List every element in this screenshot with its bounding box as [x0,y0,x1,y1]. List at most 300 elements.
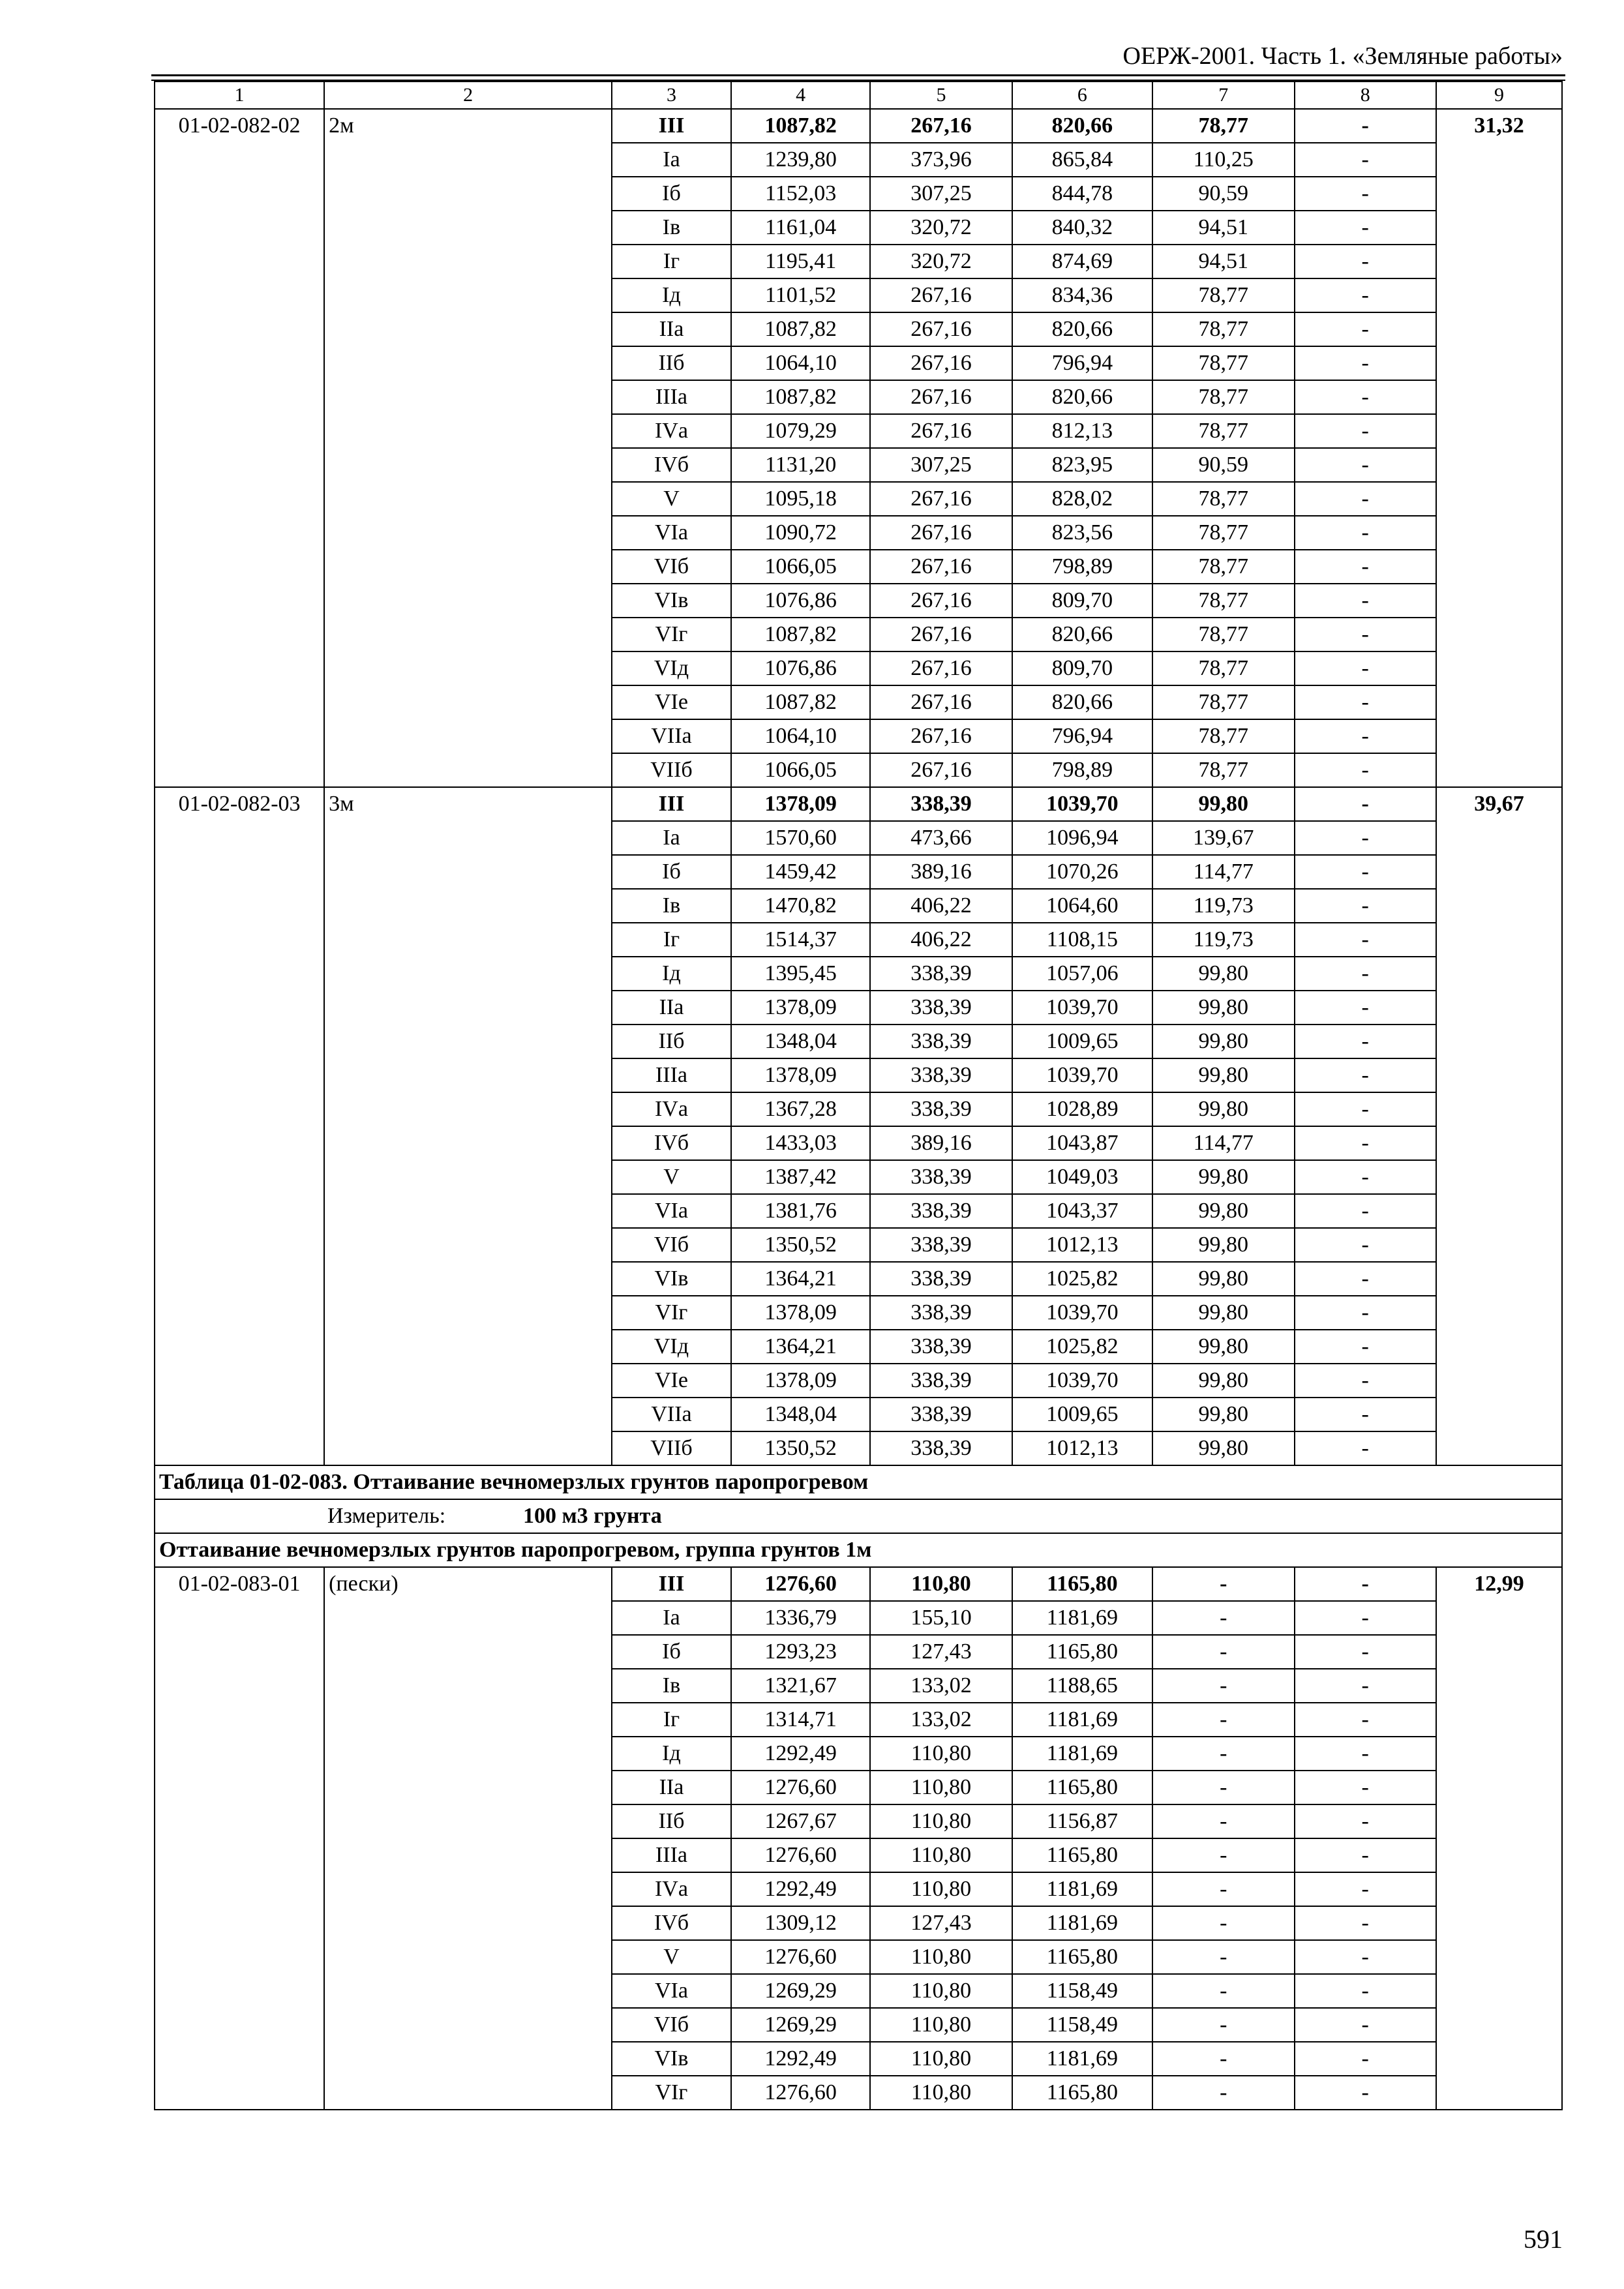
labor-wages: 110,80 [870,1771,1012,1804]
direct-costs: 1079,29 [731,414,870,448]
soil-zone: IVб [612,448,731,482]
labor-wages: 110,80 [870,1737,1012,1771]
labor-wages: 267,16 [870,685,1012,719]
machine-costs: 1165,80 [1012,1771,1152,1804]
labor-wages: 338,39 [870,1398,1012,1431]
labor-wages: 267,16 [870,380,1012,414]
materials-costs: - [1295,1838,1436,1872]
machine-costs: 820,66 [1012,109,1152,143]
machinist-wages: 99,80 [1152,1364,1294,1398]
rates-table-body [155,82,1562,2110]
direct-costs: 1395,45 [731,957,870,991]
direct-costs: 1095,18 [731,482,870,516]
labor-wages: 307,25 [870,448,1012,482]
machine-costs: 844,78 [1012,177,1152,211]
machine-costs: 809,70 [1012,651,1152,685]
materials-costs: - [1295,1431,1436,1465]
materials-costs: - [1295,719,1436,753]
soil-zone: IIIа [612,1058,731,1092]
direct-costs: 1064,10 [731,346,870,380]
labor-wages: 267,16 [870,550,1012,584]
materials-costs: - [1295,1160,1436,1194]
direct-costs: 1276,60 [731,1771,870,1804]
labor-wages: 338,39 [870,1194,1012,1228]
soil-zone: VIб [612,2008,731,2042]
labor-wages: 267,16 [870,584,1012,618]
machine-costs: 1158,49 [1012,2008,1152,2042]
soil-zone: IVб [612,1126,731,1160]
rate-code: 01-02-082-03 [155,787,324,1465]
machine-costs: 865,84 [1012,143,1152,177]
materials-costs: - [1295,923,1436,957]
soil-zone: Iб [612,855,731,889]
soil-zone: IVа [612,1872,731,1906]
subtitle-row [155,1533,1562,1567]
labor-wages: 406,22 [870,889,1012,923]
labor-wages: 133,02 [870,1703,1012,1737]
labor-wages: 155,10 [870,1601,1012,1635]
labor-wages: 267,16 [870,109,1012,143]
soil-zone: Iб [612,177,731,211]
labor-wages: 110,80 [870,1838,1012,1872]
machine-costs: 1181,69 [1012,1601,1152,1635]
labor-wages: 338,39 [870,1092,1012,1126]
machinist-wages: 90,59 [1152,448,1294,482]
materials-costs: - [1295,1906,1436,1940]
page-header: ОЕРЖ-2001. Часть 1. «Земляные работы» [1122,42,1563,70]
machine-costs: 1025,82 [1012,1330,1152,1364]
machine-costs: 1165,80 [1012,1567,1152,1601]
machine-costs: 1096,94 [1012,821,1152,855]
labor-wages: 473,66 [870,821,1012,855]
direct-costs: 1367,28 [731,1092,870,1126]
direct-costs: 1336,79 [731,1601,870,1635]
labor-wages: 110,80 [870,2076,1012,2110]
labor-wages: 110,80 [870,1940,1012,1974]
meter-value: 100 м3 грунта [523,1504,662,1528]
rates-table [154,81,1563,2110]
materials-costs: - [1295,1974,1436,2008]
direct-costs: 1348,04 [731,1398,870,1431]
materials-costs: - [1295,584,1436,618]
soil-zone: VIд [612,651,731,685]
materials-costs: - [1295,211,1436,245]
labor-wages: 389,16 [870,1126,1012,1160]
soil-zone: Iб [612,1635,731,1669]
soil-zone: VIIа [612,1398,731,1431]
machine-costs: 1028,89 [1012,1092,1152,1126]
materials-costs: - [1295,855,1436,889]
labor-wages: 110,80 [870,2042,1012,2076]
labor-wages: 127,43 [870,1906,1012,1940]
labor-wages: 110,80 [870,1974,1012,2008]
machinist-wages: 99,80 [1152,787,1294,821]
materials-costs: - [1295,1025,1436,1058]
machine-costs: 1012,13 [1012,1431,1152,1465]
soil-zone: Iд [612,957,731,991]
soil-zone: VIг [612,618,731,651]
column-number: 6 [1012,82,1152,109]
column-number: 5 [870,82,1012,109]
materials-costs: - [1295,448,1436,482]
machinist-wages: 119,73 [1152,889,1294,923]
direct-costs: 1433,03 [731,1126,870,1160]
direct-costs: 1195,41 [731,245,870,278]
labor-wages: 127,43 [870,1635,1012,1669]
machinist-wages: 99,80 [1152,1296,1294,1330]
labor-wages: 267,16 [870,753,1012,787]
machinist-wages: - [1152,1804,1294,1838]
labor-hours: 31,32 [1436,109,1562,787]
machine-costs: 1181,69 [1012,1906,1152,1940]
soil-zone: VIб [612,1228,731,1262]
labor-wages: 406,22 [870,923,1012,957]
machinist-wages: 99,80 [1152,1330,1294,1364]
machinist-wages: 114,77 [1152,1126,1294,1160]
machinist-wages: 99,80 [1152,1092,1294,1126]
labor-wages: 267,16 [870,346,1012,380]
table-row [155,1567,1562,1601]
direct-costs: 1378,09 [731,1296,870,1330]
materials-costs: - [1295,1703,1436,1737]
machinist-wages: 90,59 [1152,177,1294,211]
soil-zone: IIа [612,1771,731,1804]
materials-costs: - [1295,889,1436,923]
direct-costs: 1470,82 [731,889,870,923]
labor-wages: 267,16 [870,618,1012,651]
machine-costs: 1009,65 [1012,1025,1152,1058]
machine-costs: 1181,69 [1012,1737,1152,1771]
machine-costs: 820,66 [1012,685,1152,719]
machine-costs: 1057,06 [1012,957,1152,991]
materials-costs: - [1295,1635,1436,1669]
machine-costs: 1165,80 [1012,1940,1152,1974]
soil-zone: Iд [612,1737,731,1771]
meter-label: Измеритель: [327,1504,446,1528]
direct-costs: 1292,49 [731,1737,870,1771]
soil-zone: IVб [612,1906,731,1940]
labor-wages: 320,72 [870,211,1012,245]
direct-costs: 1381,76 [731,1194,870,1228]
direct-costs: 1276,60 [731,1838,870,1872]
soil-zone: III [612,1567,731,1601]
machinist-wages: 119,73 [1152,923,1294,957]
machinist-wages: 99,80 [1152,1228,1294,1262]
labor-wages: 338,39 [870,1262,1012,1296]
machine-costs: 1108,15 [1012,923,1152,957]
machinist-wages: - [1152,1940,1294,1974]
machinist-wages: - [1152,1601,1294,1635]
direct-costs: 1378,09 [731,991,870,1025]
labor-wages: 267,16 [870,414,1012,448]
labor-wages: 338,39 [870,1330,1012,1364]
machine-costs: 840,32 [1012,211,1152,245]
table-title-row [155,1465,1562,1499]
direct-costs: 1131,20 [731,448,870,482]
column-number: 4 [731,82,870,109]
direct-costs: 1064,10 [731,719,870,753]
materials-costs: - [1295,957,1436,991]
direct-costs: 1364,21 [731,1330,870,1364]
direct-costs: 1378,09 [731,1058,870,1092]
labor-wages: 307,25 [870,177,1012,211]
machinist-wages: 99,80 [1152,1025,1294,1058]
column-number: 8 [1295,82,1436,109]
machine-costs: 1049,03 [1012,1160,1152,1194]
soil-zone: VIв [612,584,731,618]
direct-costs: 1087,82 [731,685,870,719]
machinist-wages: 78,77 [1152,618,1294,651]
direct-costs: 1364,21 [731,1262,870,1296]
direct-costs: 1087,82 [731,380,870,414]
machinist-wages: - [1152,1635,1294,1669]
labor-wages: 338,39 [870,787,1012,821]
machine-costs: 1156,87 [1012,1804,1152,1838]
machine-costs: 1025,82 [1012,1262,1152,1296]
machine-costs: 1064,60 [1012,889,1152,923]
direct-costs: 1350,52 [731,1228,870,1262]
machine-costs: 834,36 [1012,278,1152,312]
soil-zone: V [612,1160,731,1194]
machinist-wages: 114,77 [1152,855,1294,889]
materials-costs: - [1295,1771,1436,1804]
materials-costs: - [1295,1872,1436,1906]
machinist-wages: 99,80 [1152,1262,1294,1296]
work-name: (пески) [324,1567,612,2110]
machinist-wages: - [1152,1567,1294,1601]
table-row [155,109,1562,143]
machine-costs: 1009,65 [1012,1398,1152,1431]
materials-costs: - [1295,1126,1436,1160]
soil-zone: Iв [612,1669,731,1703]
machine-costs: 820,66 [1012,618,1152,651]
labor-wages: 267,16 [870,516,1012,550]
labor-wages: 338,39 [870,1228,1012,1262]
soil-zone: Iа [612,143,731,177]
soil-zone: VIа [612,1974,731,2008]
column-number: 9 [1436,82,1562,109]
materials-costs: - [1295,821,1436,855]
machinist-wages: 99,80 [1152,991,1294,1025]
labor-wages: 110,80 [870,1804,1012,1838]
direct-costs: 1276,60 [731,1940,870,1974]
machinist-wages: 94,51 [1152,245,1294,278]
materials-costs: - [1295,177,1436,211]
materials-costs: - [1295,2008,1436,2042]
labor-wages: 133,02 [870,1669,1012,1703]
direct-costs: 1350,52 [731,1431,870,1465]
machine-costs: 1165,80 [1012,1635,1152,1669]
materials-costs: - [1295,2076,1436,2110]
machine-costs: 874,69 [1012,245,1152,278]
direct-costs: 1309,12 [731,1906,870,1940]
soil-zone: IVа [612,414,731,448]
machine-costs: 823,95 [1012,448,1152,482]
machinist-wages: - [1152,1669,1294,1703]
machinist-wages: 78,77 [1152,346,1294,380]
machine-costs: 812,13 [1012,414,1152,448]
direct-costs: 1276,60 [731,1567,870,1601]
materials-costs: - [1295,109,1436,143]
machinist-wages: 78,77 [1152,719,1294,753]
soil-zone: Iа [612,1601,731,1635]
machinist-wages: 99,80 [1152,1058,1294,1092]
soil-zone: IIа [612,312,731,346]
materials-costs: - [1295,312,1436,346]
machinist-wages: - [1152,1906,1294,1940]
direct-costs: 1269,29 [731,2008,870,2042]
materials-costs: - [1295,550,1436,584]
machine-costs: 828,02 [1012,482,1152,516]
materials-costs: - [1295,1804,1436,1838]
direct-costs: 1292,49 [731,2042,870,2076]
machinist-wages: 78,77 [1152,516,1294,550]
soil-zone: Iг [612,245,731,278]
direct-costs: 1314,71 [731,1703,870,1737]
machine-costs: 1039,70 [1012,1058,1152,1092]
machine-costs: 820,66 [1012,380,1152,414]
labor-wages: 338,39 [870,1160,1012,1194]
soil-zone: VIв [612,1262,731,1296]
soil-zone: Iв [612,211,731,245]
soil-zone: VIIб [612,1431,731,1465]
machine-costs: 1158,49 [1012,1974,1152,2008]
machine-costs: 798,89 [1012,753,1152,787]
machinist-wages: 78,77 [1152,685,1294,719]
materials-costs: - [1295,1669,1436,1703]
direct-costs: 1267,67 [731,1804,870,1838]
machinist-wages: - [1152,2042,1294,2076]
materials-costs: - [1295,482,1436,516]
materials-costs: - [1295,1940,1436,1974]
machine-costs: 1039,70 [1012,1296,1152,1330]
soil-zone: VIв [612,2042,731,2076]
labor-wages: 373,96 [870,143,1012,177]
machinist-wages: 78,77 [1152,550,1294,584]
direct-costs: 1321,67 [731,1669,870,1703]
machinist-wages: 99,80 [1152,1431,1294,1465]
materials-costs: - [1295,1364,1436,1398]
direct-costs: 1087,82 [731,109,870,143]
materials-costs: - [1295,1601,1436,1635]
soil-zone: VIб [612,550,731,584]
machinist-wages: 78,77 [1152,380,1294,414]
direct-costs: 1378,09 [731,1364,870,1398]
materials-costs: - [1295,278,1436,312]
materials-costs: - [1295,414,1436,448]
machine-costs: 1165,80 [1012,2076,1152,2110]
machinist-wages: 99,80 [1152,1194,1294,1228]
materials-costs: - [1295,1567,1436,1601]
soil-zone: V [612,482,731,516]
machine-costs: 809,70 [1012,584,1152,618]
materials-costs: - [1295,245,1436,278]
labor-wages: 338,39 [870,1431,1012,1465]
header-rule [151,74,1565,76]
direct-costs: 1570,60 [731,821,870,855]
materials-costs: - [1295,380,1436,414]
column-number: 3 [612,82,731,109]
materials-costs: - [1295,1737,1436,1771]
soil-zone: III [612,787,731,821]
work-name: 2м [324,109,612,787]
machine-costs: 796,94 [1012,346,1152,380]
labor-wages: 267,16 [870,719,1012,753]
direct-costs: 1378,09 [731,787,870,821]
machinist-wages: 78,77 [1152,584,1294,618]
labor-wages: 320,72 [870,245,1012,278]
soil-zone: VIд [612,1330,731,1364]
materials-costs: - [1295,753,1436,787]
labor-hours: 39,67 [1436,787,1562,1465]
materials-costs: - [1295,1228,1436,1262]
soil-zone: III [612,109,731,143]
machinist-wages: 78,77 [1152,414,1294,448]
soil-zone: VIг [612,2076,731,2110]
materials-costs: - [1295,1058,1436,1092]
soil-zone: Iг [612,923,731,957]
direct-costs: 1161,04 [731,211,870,245]
direct-costs: 1066,05 [731,753,870,787]
labor-wages: 267,16 [870,312,1012,346]
soil-zone: IVа [612,1092,731,1126]
machinist-wages: 99,80 [1152,1398,1294,1431]
machinist-wages: 139,67 [1152,821,1294,855]
column-number: 2 [324,82,612,109]
labor-wages: 338,39 [870,957,1012,991]
direct-costs: 1090,72 [731,516,870,550]
machine-costs: 1165,80 [1012,1838,1152,1872]
labor-hours: 12,99 [1436,1567,1562,2110]
soil-zone: IIIа [612,1838,731,1872]
table-title: Таблица 01-02-083. Оттаивание вечномерзлых грунтов паропрогревом [155,1465,1562,1499]
materials-costs: - [1295,1296,1436,1330]
machinist-wages: 78,77 [1152,278,1294,312]
machine-costs: 1181,69 [1012,1872,1152,1906]
machine-costs: 1043,37 [1012,1194,1152,1228]
soil-zone: VIе [612,1364,731,1398]
materials-costs: - [1295,787,1436,821]
machine-costs: 1012,13 [1012,1228,1152,1262]
machinist-wages: - [1152,1974,1294,2008]
machine-costs: 1070,26 [1012,855,1152,889]
labor-wages: 389,16 [870,855,1012,889]
direct-costs: 1087,82 [731,312,870,346]
soil-zone: Iг [612,1703,731,1737]
materials-costs: - [1295,685,1436,719]
machine-costs: 1188,65 [1012,1669,1152,1703]
meter-cell [155,1499,1562,1533]
soil-zone: VIа [612,516,731,550]
machinist-wages: - [1152,2008,1294,2042]
direct-costs: 1066,05 [731,550,870,584]
machine-costs: 798,89 [1012,550,1152,584]
machinist-wages: 78,77 [1152,753,1294,787]
machine-costs: 1181,69 [1012,2042,1152,2076]
soil-zone: VIIа [612,719,731,753]
machine-costs: 1039,70 [1012,1364,1152,1398]
machinist-wages: - [1152,2076,1294,2110]
machinist-wages: - [1152,1838,1294,1872]
soil-zone: VIа [612,1194,731,1228]
labor-wages: 110,80 [870,1567,1012,1601]
machine-costs: 820,66 [1012,312,1152,346]
machine-costs: 1039,70 [1012,787,1152,821]
soil-zone: V [612,1940,731,1974]
soil-zone: VIIб [612,753,731,787]
direct-costs: 1239,80 [731,143,870,177]
soil-zone: IIа [612,991,731,1025]
